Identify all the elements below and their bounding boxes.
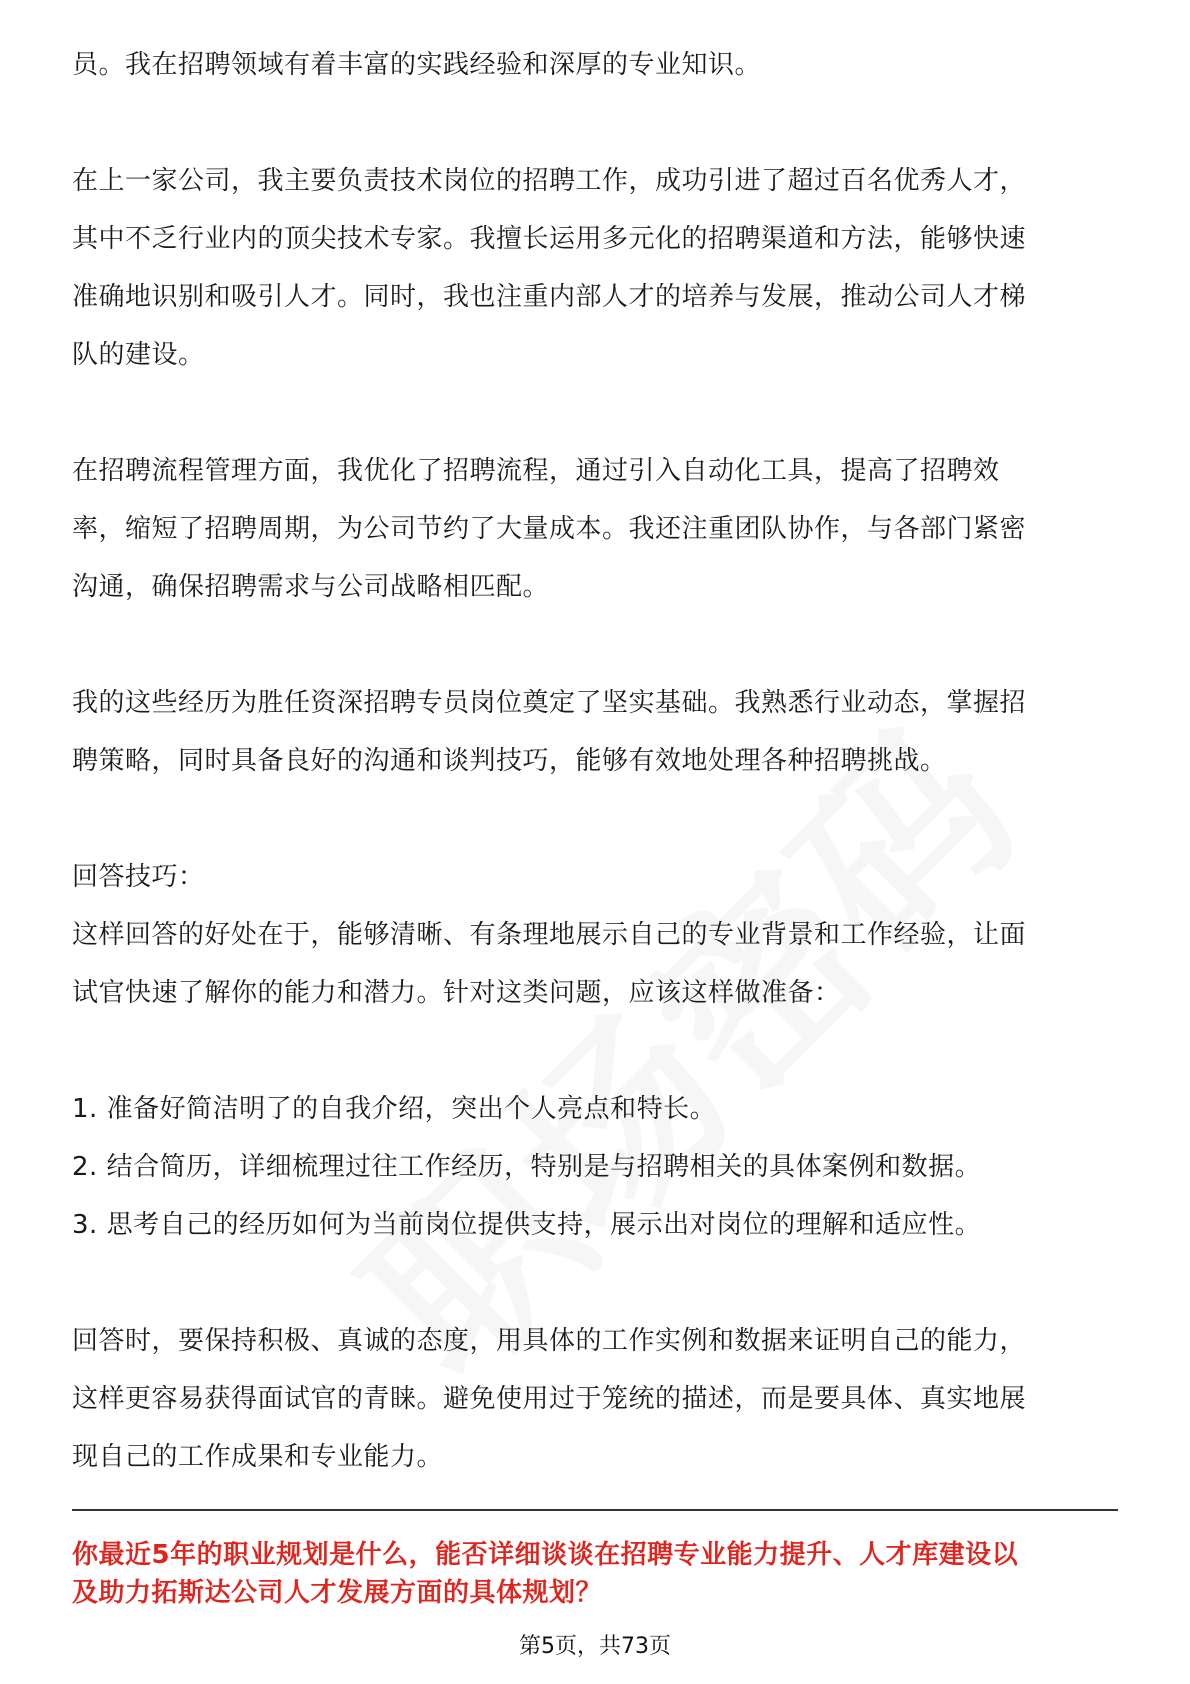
paragraph-line: 准确地识别和吸引人才。同时，我也注重内部人才的培养与发展，推动公司人才梯 xyxy=(72,282,1027,312)
interview-question xyxy=(72,1536,1118,1612)
paragraph-line: 试官快速了解你的能力和潜力。针对这类问题，应该这样做准备： xyxy=(72,978,841,1008)
paragraph-line: 这样更容易获得面试官的青睐。避免使用过于笼统的描述，而是要具体、真实地展 xyxy=(72,1384,1027,1414)
paragraph-line: 回答时，要保持积极、真诚的态度，用具体的工作实例和数据来证明自己的能力， xyxy=(72,1326,1027,1356)
list-item: 3. 思考自己的经历如何为当前岗位提供支持，展示出对岗位的理解和适应性。 xyxy=(72,1210,982,1240)
question-line: 及助力拓斯达公司人才发展方面的具体规划？ xyxy=(72,1578,603,1608)
page-number: 第5页，共73页 xyxy=(519,1634,671,1659)
paragraph-line: 其中不乏行业内的顶尖技术专家。我擅长运用多元化的招聘渠道和方法，能够快速 xyxy=(72,224,1027,254)
list-item: 2. 结合简历，详细梳理过往工作经历，特别是与招聘相关的具体案例和数据。 xyxy=(72,1152,982,1182)
question-line: 你最近5年的职业规划是什么，能否详细谈谈在招聘专业能力提升、人才库建设以 xyxy=(72,1540,1019,1570)
document-body xyxy=(72,36,1118,1486)
paragraph-line: 在招聘流程管理方面，我优化了招聘流程，通过引入自动化工具，提高了招聘效 xyxy=(72,456,1000,486)
tips-heading: 回答技巧： xyxy=(72,862,205,892)
paragraph-line: 队的建设。 xyxy=(72,340,205,370)
paragraph-line: 现自己的工作成果和专业能力。 xyxy=(72,1442,444,1472)
paragraph-line: 聘策略，同时具备良好的沟通和谈判技巧，能够有效地处理各种招聘挑战。 xyxy=(72,746,947,776)
list-item: 1. 准备好简洁明了的自我介绍，突出个人亮点和特长。 xyxy=(72,1094,717,1124)
paragraph-line: 沟通，确保招聘需求与公司战略相匹配。 xyxy=(72,572,550,602)
section-divider xyxy=(72,1509,1118,1511)
paragraph-line: 员。我在招聘领域有着丰富的实践经验和深厚的专业知识。 xyxy=(72,50,762,80)
paragraph-line: 在上一家公司，我主要负责技术岗位的招聘工作，成功引进了超过百名优秀人才， xyxy=(72,166,1027,196)
paragraph-line: 这样回答的好处在于，能够清晰、有条理地展示自己的专业背景和工作经验，让面 xyxy=(72,920,1027,950)
paragraph-line: 率，缩短了招聘周期，为公司节约了大量成本。我还注重团队协作，与各部门紧密 xyxy=(72,514,1027,544)
paragraph-line: 我的这些经历为胜任资深招聘专员岗位奠定了坚实基础。我熟悉行业动态，掌握招 xyxy=(72,688,1027,718)
